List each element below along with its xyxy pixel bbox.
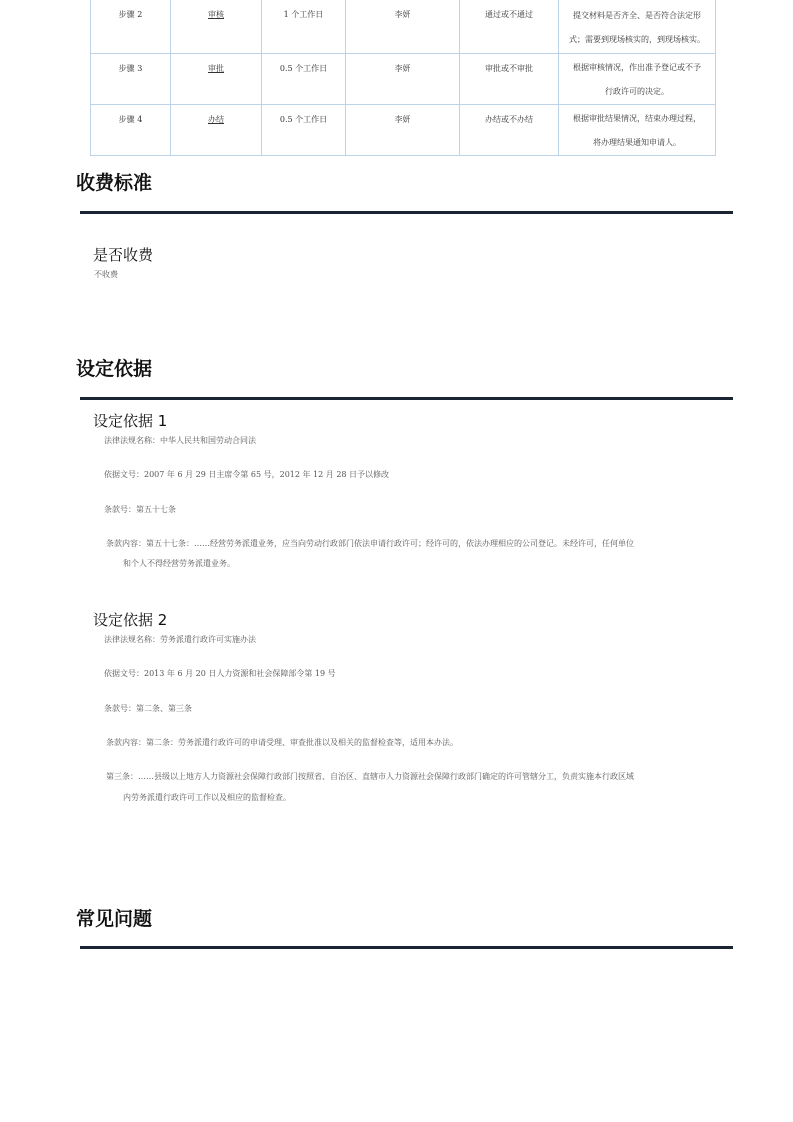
basis-2-law-name: 法律法规名称：劳务派遣行政许可实施办法 [104, 635, 256, 644]
basis-1-title: 设定依据 1 [93, 412, 168, 430]
step-description-line: 根据审核情况，作出准予登记或不予 [573, 63, 701, 72]
step-result: 审批或不审批 [460, 54, 559, 105]
fee-value: 不收费 [94, 270, 118, 279]
basis-2-title: 设定依据 2 [93, 611, 168, 629]
step-description-line: 行政许可的决定。 [605, 87, 669, 96]
fee-section-title: 收费标准 [76, 172, 153, 194]
basis-1-clause-number: 条款号：第五十七条 [104, 505, 176, 514]
step-description [559, 105, 716, 156]
basis-2-clause-content-line: 条款内容：第二条：劳务派遣行政许可的申请受理、审查批准以及相关的监督检查等，适用本办法。 [106, 738, 458, 747]
fee-section-divider [80, 211, 733, 214]
step-description [559, 54, 716, 105]
table-row [91, 0, 716, 54]
step-number: 步骤 2 [91, 0, 171, 54]
basis-1-clause-content-line: 和个人不得经营劳务派遣业务。 [123, 559, 235, 568]
step-number: 步骤 3 [91, 54, 171, 105]
table-row [91, 105, 716, 156]
step-person: 李妍 [346, 105, 460, 156]
step-description-line: 根据审批结果情况，结束办理过程， [573, 114, 701, 123]
step-name-link[interactable]: 审批 [208, 64, 224, 73]
step-name-cell [171, 0, 262, 54]
step-description-line: 提交材料是否齐全、是否符合法定形 [573, 11, 701, 20]
table-row [91, 54, 716, 105]
fee-question-title: 是否收费 [93, 246, 154, 264]
step-result: 通过或不通过 [460, 0, 559, 54]
step-duration: 0.5 个工作日 [262, 105, 346, 156]
basis-2-clause-number: 条款号：第二条、第三条 [104, 704, 192, 713]
basis-section-divider [80, 397, 733, 400]
basis-1-doc-number: 依据文号：2007 年 6 月 29 日主席令第 65 号，2012 年 12 月 28 日予以修改 [104, 470, 390, 479]
step-person: 李妍 [346, 54, 460, 105]
step-result: 办结或不办结 [460, 105, 559, 156]
step-duration: 0.5 个工作日 [262, 54, 346, 105]
basis-1-clause-content-line: 条款内容：第五十七条：……经营劳务派遣业务，应当向劳动行政部门依法申请行政许可；经许可的，依法办理相应的公司登记。未经许可，任何单位 [106, 539, 634, 548]
step-person: 李妍 [346, 0, 460, 54]
basis-2-extra-line: 第三条：……县级以上地方人力资源社会保障行政部门按照省、自治区、直辖市人力资源社会保障行政部门确定的许可管辖分工，负责实施本行政区域 [106, 772, 634, 781]
step-description [559, 0, 716, 54]
faq-section-divider [80, 946, 733, 949]
basis-2-doc-number: 依据文号：2013 年 6 月 20 日人力资源和社会保障部令第 19 号 [104, 669, 336, 678]
step-duration: 1 个工作日 [262, 0, 346, 54]
steps-table [90, 0, 716, 156]
step-description-line: 将办理结果通知申请人。 [593, 138, 681, 147]
basis-1-law-name: 法律法规名称：中华人民共和国劳动合同法 [104, 436, 256, 445]
basis-2-extra-line: 内劳务派遣行政许可工作以及相应的监督检查。 [123, 793, 291, 802]
faq-section-title: 常见问题 [76, 908, 153, 930]
step-name-cell [171, 105, 262, 156]
step-name-cell [171, 54, 262, 105]
basis-section-title: 设定依据 [76, 358, 153, 380]
step-number: 步骤 4 [91, 105, 171, 156]
step-name-link[interactable]: 办结 [208, 115, 224, 124]
step-name-link[interactable]: 审核 [208, 10, 224, 19]
step-description-line: 式；需要到现场核实的，到现场核实。 [569, 35, 705, 44]
